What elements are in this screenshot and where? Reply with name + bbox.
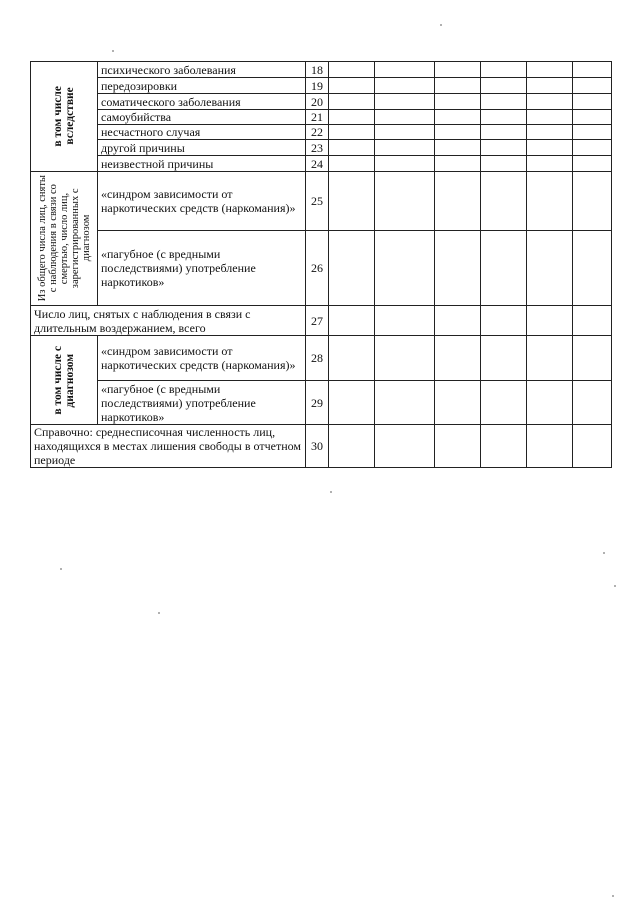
row-number: 25: [306, 172, 329, 231]
value-cell: [527, 425, 573, 468]
value-cell: [329, 125, 375, 140]
value-cell: [573, 231, 612, 306]
value-cell: [375, 125, 435, 140]
value-cell: [527, 306, 573, 336]
value-cell: [329, 78, 375, 94]
value-cell: [481, 336, 527, 381]
value-cell: [481, 231, 527, 306]
value-cell: [481, 140, 527, 156]
value-cell: [527, 140, 573, 156]
value-cell: [527, 231, 573, 306]
row-label: Справочно: среднесписочная численность лиц, находящихся в местах лишения свободы в отчетном периоде: [31, 425, 306, 468]
value-cell: [435, 172, 481, 231]
group-label-abstinence: [31, 336, 98, 425]
table-row: [31, 425, 612, 468]
row-label: передозировки: [98, 78, 306, 94]
value-cell: [375, 425, 435, 468]
value-cell: [329, 425, 375, 468]
value-cell: [527, 336, 573, 381]
value-cell: [435, 425, 481, 468]
row-number: 19: [306, 78, 329, 94]
group-label-due-to: [31, 62, 98, 172]
value-cell: [435, 140, 481, 156]
row-number: 22: [306, 125, 329, 140]
value-cell: [573, 381, 612, 425]
value-cell: [435, 110, 481, 125]
table-row: [31, 231, 612, 306]
row-number: 29: [306, 381, 329, 425]
row-label: Число лиц, снятых с наблюдения в связи с длительным воздержанием, всего: [31, 306, 306, 336]
value-cell: [573, 140, 612, 156]
value-cell: [481, 78, 527, 94]
value-cell: [329, 140, 375, 156]
row-label: «пагубное (с вредными последствиями) употребление наркотиков»: [98, 231, 306, 306]
row-number: 24: [306, 156, 329, 172]
value-cell: [481, 425, 527, 468]
row-number: 26: [306, 231, 329, 306]
report-table: [30, 61, 612, 468]
value-cell: [375, 381, 435, 425]
value-cell: [435, 156, 481, 172]
value-cell: [481, 381, 527, 425]
row-label: другой причины: [98, 140, 306, 156]
table-row: [31, 156, 612, 172]
value-cell: [481, 306, 527, 336]
value-cell: [329, 110, 375, 125]
group-label-due-to-text: в том числе вследствие: [52, 86, 76, 147]
value-cell: [375, 172, 435, 231]
table-row: [31, 78, 612, 94]
value-cell: [573, 94, 612, 110]
value-cell: [527, 62, 573, 78]
row-label: психического заболевания: [98, 62, 306, 78]
value-cell: [375, 62, 435, 78]
value-cell: [435, 381, 481, 425]
table-row: [31, 381, 612, 425]
value-cell: [527, 78, 573, 94]
table-row: [31, 110, 612, 125]
value-cell: [435, 78, 481, 94]
value-cell: [573, 62, 612, 78]
value-cell: [573, 172, 612, 231]
row-label: «синдром зависимости от наркотических средств (наркомания)»: [98, 336, 306, 381]
group-label-abstinence-text: в том числе с диагнозом: [52, 345, 76, 415]
value-cell: [573, 110, 612, 125]
value-cell: [435, 62, 481, 78]
value-cell: [481, 94, 527, 110]
value-cell: [435, 306, 481, 336]
value-cell: [573, 306, 612, 336]
value-cell: [375, 110, 435, 125]
value-cell: [329, 62, 375, 78]
group-label-died: [31, 172, 98, 306]
value-cell: [527, 381, 573, 425]
value-cell: [573, 78, 612, 94]
value-cell: [527, 110, 573, 125]
value-cell: [481, 156, 527, 172]
value-cell: [481, 62, 527, 78]
value-cell: [375, 156, 435, 172]
value-cell: [375, 336, 435, 381]
table-row: [31, 140, 612, 156]
row-number: 20: [306, 94, 329, 110]
row-number: 28: [306, 336, 329, 381]
row-label: самоубийства: [98, 110, 306, 125]
row-label: неизвестной причины: [98, 156, 306, 172]
value-cell: [329, 156, 375, 172]
value-cell: [329, 172, 375, 231]
value-cell: [375, 140, 435, 156]
row-number: 21: [306, 110, 329, 125]
value-cell: [481, 110, 527, 125]
value-cell: [527, 156, 573, 172]
value-cell: [573, 336, 612, 381]
table-row: [31, 125, 612, 140]
row-number: 30: [306, 425, 329, 468]
value-cell: [573, 156, 612, 172]
value-cell: [329, 306, 375, 336]
row-label: «пагубное (с вредными последствиями) употребление наркотиков»: [98, 381, 306, 425]
row-number: 18: [306, 62, 329, 78]
value-cell: [375, 306, 435, 336]
value-cell: [527, 94, 573, 110]
group-label-died-text: Из общего числа лиц, сняты с наблюдения в связи со смертью, число лиц, зарегистрированных с диагнозом: [36, 175, 92, 302]
row-number: 27: [306, 306, 329, 336]
value-cell: [573, 125, 612, 140]
table-row: [31, 336, 612, 381]
value-cell: [329, 381, 375, 425]
value-cell: [329, 336, 375, 381]
table-row: [31, 94, 612, 110]
value-cell: [329, 94, 375, 110]
value-cell: [481, 172, 527, 231]
value-cell: [435, 336, 481, 381]
value-cell: [375, 94, 435, 110]
table-row: [31, 306, 612, 336]
value-cell: [329, 231, 375, 306]
value-cell: [481, 125, 527, 140]
row-label: «синдром зависимости от наркотических средств (наркомания)»: [98, 172, 306, 231]
value-cell: [527, 172, 573, 231]
table-row: [31, 62, 612, 78]
table-row: [31, 172, 612, 231]
value-cell: [573, 425, 612, 468]
value-cell: [375, 231, 435, 306]
value-cell: [435, 125, 481, 140]
value-cell: [435, 231, 481, 306]
row-number: 23: [306, 140, 329, 156]
value-cell: [375, 78, 435, 94]
value-cell: [527, 125, 573, 140]
row-label: несчастного случая: [98, 125, 306, 140]
row-label: соматического заболевания: [98, 94, 306, 110]
value-cell: [435, 94, 481, 110]
